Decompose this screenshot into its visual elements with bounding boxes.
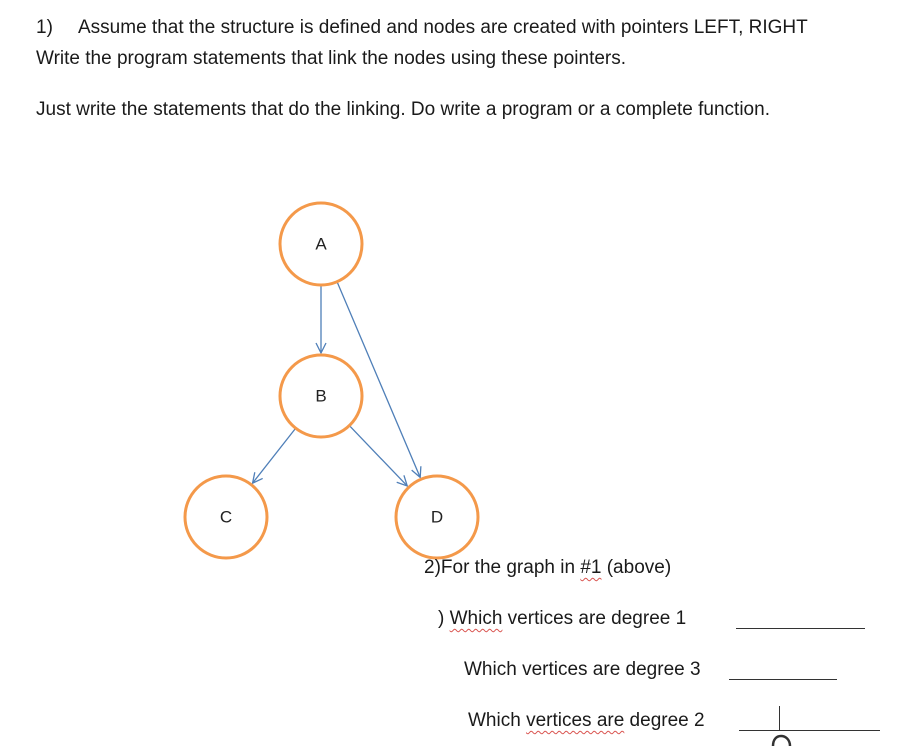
text-cursor [779, 706, 780, 730]
item-degree-1-rest: vertices are degree 1 [502, 608, 687, 629]
question-2-title-suffix: (above) [601, 557, 672, 578]
answer-blank-degree-2[interactable] [739, 730, 880, 731]
question-2-item-degree-1 [438, 609, 686, 628]
node-a-label: A [315, 234, 327, 254]
question-1-line-1: Assume that the structure is defined and nodes are created with pointers LEFT, RIGHT [78, 17, 808, 38]
item-degree-1-prefix: ) [438, 608, 450, 629]
question-1-number: 1) [36, 17, 53, 38]
edge-b-to-d [350, 426, 407, 486]
node-c-label: C [219, 507, 233, 527]
node-d-label: D [430, 507, 444, 527]
question-2-title-prefix: 2)For the graph in [424, 557, 581, 578]
item-degree-1-which: Which [449, 608, 503, 629]
node-b-label: B [315, 386, 327, 406]
question-2-item-degree-3: Which vertices are degree 3 [464, 659, 701, 680]
answer-blank-degree-3[interactable] [729, 679, 837, 680]
answer-blank-degree-1[interactable] [736, 628, 865, 629]
question-1-line-2: Write the program statements that link the nodes using these pointers. [36, 48, 627, 69]
question-2-item-degree-2 [468, 711, 705, 730]
question-1-instruction: Just write the statements that do the linking. Do write a program or a complete function. [36, 99, 770, 120]
item-degree-2-vertices-are: vertices are [526, 710, 625, 731]
object-handle-icon[interactable] [768, 730, 798, 748]
edge-b-to-c [253, 429, 296, 483]
question-2-title [424, 558, 671, 577]
item-degree-2-rest: degree 2 [624, 710, 705, 731]
item-degree-2-prefix: Which [468, 710, 527, 731]
question-2-title-ref: #1 [580, 557, 602, 578]
